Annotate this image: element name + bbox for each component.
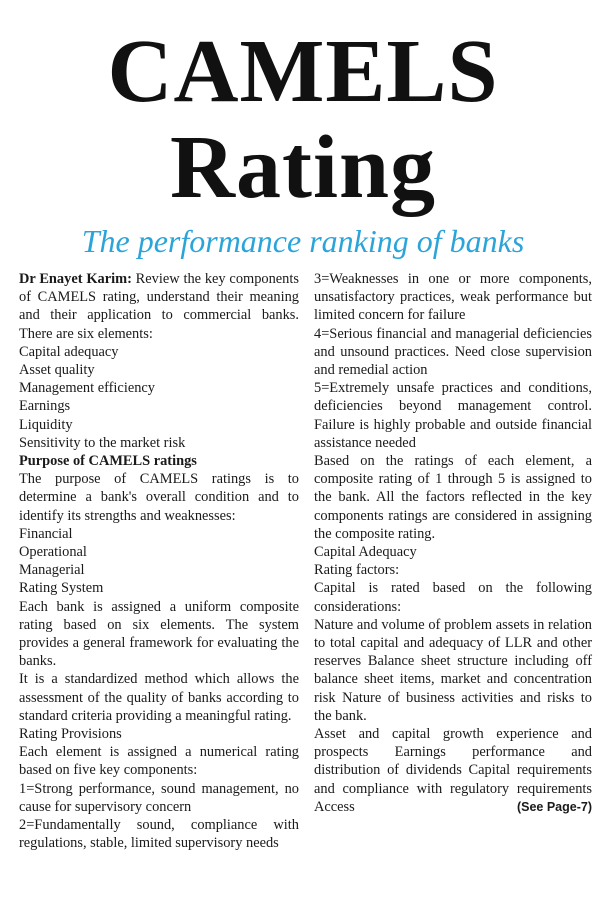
strength-item: Financial bbox=[19, 525, 73, 542]
standardized-paragraph: It is a standardized method which allows the assessment of the quality of banks according to standard criteria providing a meaningful rating. bbox=[19, 671, 299, 724]
subtitle: The performance ranking of banks bbox=[81, 223, 525, 259]
capital-rated-paragraph: Capital is rated based on the following considerations: bbox=[314, 580, 592, 615]
element-item: Capital adequacy bbox=[19, 343, 119, 360]
element-item: Sensitivity to the market risk bbox=[19, 434, 186, 451]
rating-factors-heading: Rating factors: bbox=[314, 562, 400, 579]
purpose-heading: Purpose of CAMELS ratings bbox=[19, 453, 197, 470]
right-column bbox=[314, 270, 592, 816]
headline-line-2: Rating bbox=[169, 118, 437, 217]
provisions-paragraph: Each element is assigned a numerical rating based on five key components: bbox=[19, 744, 299, 779]
rating-system-heading: Rating System bbox=[19, 580, 104, 597]
intro-text: Review the key components of CAMELS rating, understand their meaning and their application to commercial banks. There are six elements: bbox=[19, 271, 299, 342]
component-item: 1=Strong performance, sound management, no cause for supervisory concern bbox=[19, 780, 299, 815]
strength-item: Managerial bbox=[19, 562, 85, 579]
component-item: 4=Serious financial and managerial deficiencies and unsound practices. Need close supervision and remedial action bbox=[314, 325, 592, 379]
element-item: Earnings bbox=[19, 398, 71, 415]
composite-paragraph: Based on the ratings of each element, a composite rating of 1 through 5 is assigned to the bank. All the factors reflected in the key components ratings are considered in assigning the composite rating. bbox=[314, 453, 592, 542]
author-byline: Dr Enayet Karim: bbox=[19, 271, 132, 287]
intro-paragraph bbox=[19, 270, 299, 343]
left-column bbox=[19, 270, 299, 853]
component-item: 2=Fundamentally sound, compliance with regulations, stable, limited supervisory needs bbox=[19, 817, 299, 852]
capital-adequacy-heading: Capital Adequacy bbox=[314, 544, 417, 561]
asset-growth-paragraph bbox=[314, 725, 592, 816]
element-item: Asset quality bbox=[19, 362, 95, 379]
nature-volume-paragraph: Nature and volume of problem assets in relation to total capital and adequacy of LLR and other reserves Balance sheet structure including off balance sheet items, market and concentration risk Nature of business activities and risks to the bank. bbox=[314, 616, 592, 724]
rating-system-paragraph: Each bank is assigned a uniform composite rating based on six elements. The system provides a general framework for evaluating the banks. bbox=[19, 598, 299, 670]
component-item: 3=Weaknesses in one or more components, unsatisfactory practices, weak performance but limited concern for failure bbox=[314, 271, 592, 324]
element-item: Liquidity bbox=[19, 416, 73, 433]
purpose-paragraph: The purpose of CAMELS ratings is to determine a bank's overall condition and to identify its strengths and weaknesses: bbox=[19, 471, 299, 524]
rating-provisions-heading: Rating Provisions bbox=[19, 726, 122, 743]
element-item: Management efficiency bbox=[19, 380, 155, 397]
see-page-link[interactable]: (See Page-7) bbox=[516, 799, 592, 814]
headline-line-1: CAMELS bbox=[107, 22, 499, 121]
asset-growth-text: Asset and capital growth experience and prospects Earnings performance and distribution of dividends Capital requirements and compliance with regulatory requirements Access bbox=[314, 726, 592, 815]
component-item: 5=Extremely unsafe practices and conditions, deficiencies beyond management control. Failure is highly probable and outside financial assistance needed bbox=[314, 380, 592, 451]
strength-item: Operational bbox=[19, 544, 87, 561]
